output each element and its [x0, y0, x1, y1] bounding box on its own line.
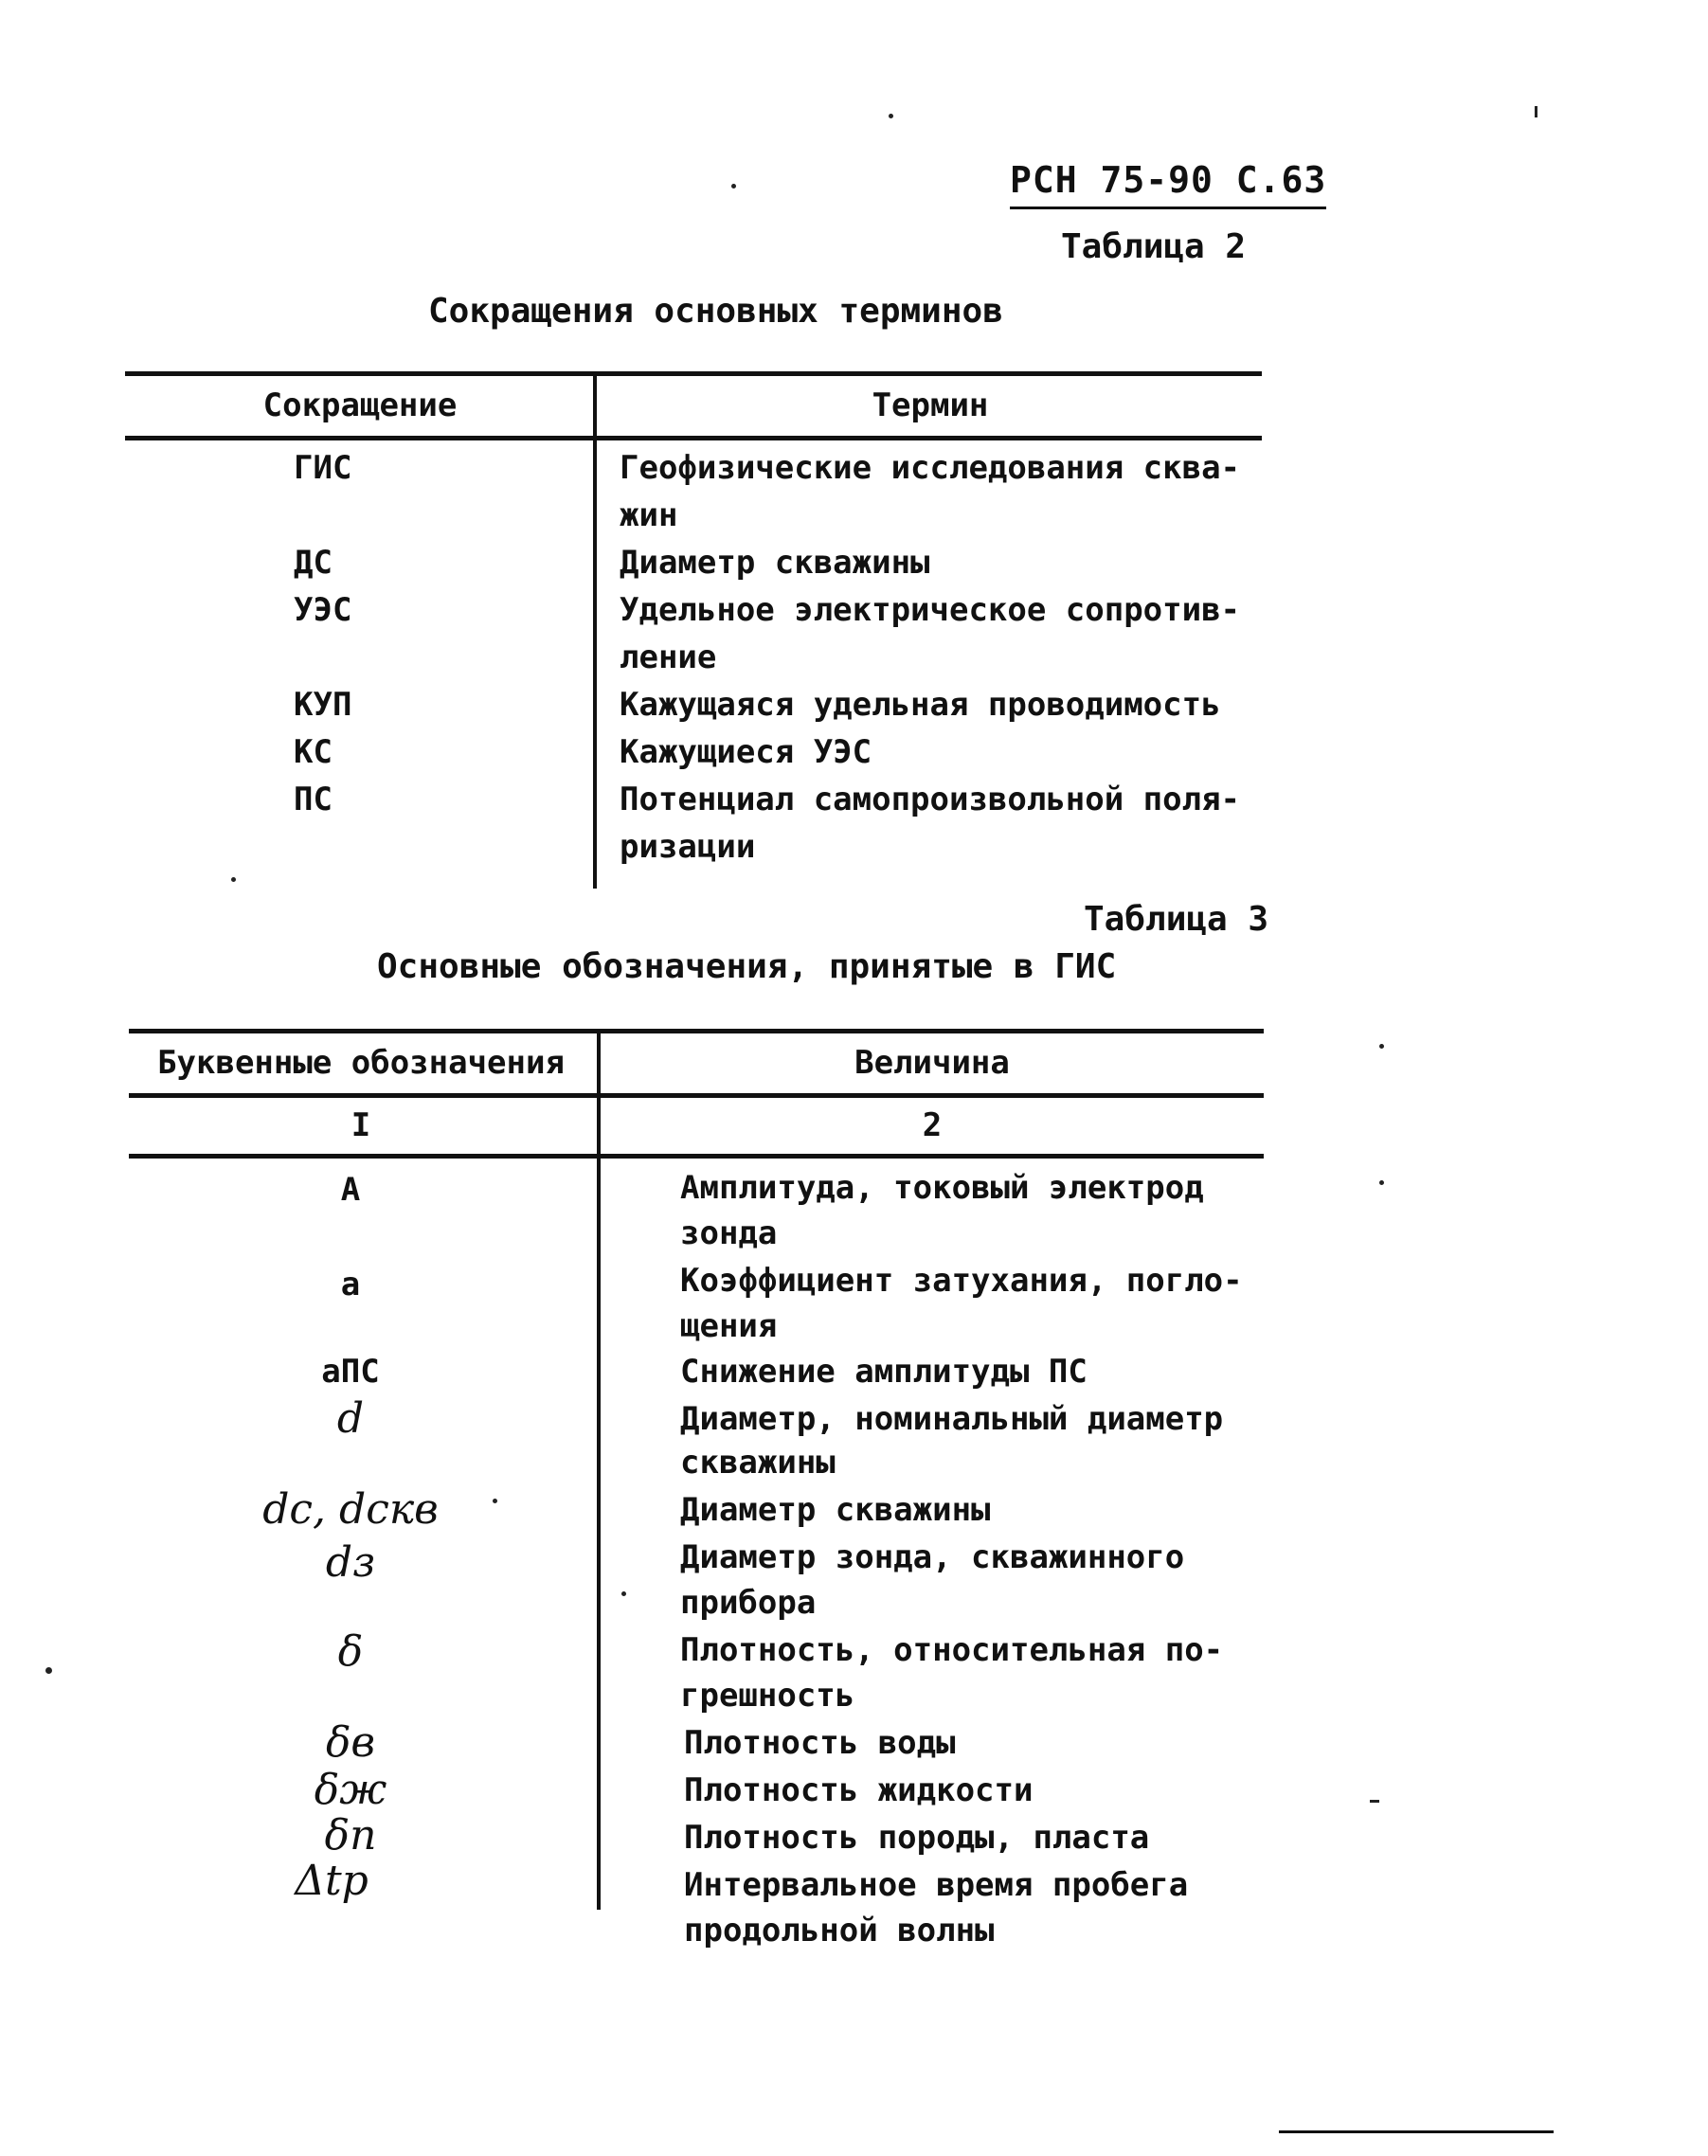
table3-col2-header: Величина — [854, 1044, 1010, 1082]
table3-symbol: aПС — [321, 1353, 380, 1391]
table3-value-line: Интервальное время пробега — [684, 1866, 1189, 1904]
scan-speck — [731, 184, 736, 189]
table2-term-line: ризации — [620, 828, 756, 866]
table2-title: Сокращения основных терминов — [428, 292, 1003, 331]
table2-term-line: жин — [620, 496, 678, 534]
table2-term-line: Удельное электрическое сопротив- — [620, 591, 1241, 629]
table3-value-line: Плотность воды — [684, 1724, 956, 1762]
table3-symbol: δп — [324, 1811, 377, 1860]
table2-term-line: Кажущаяся удельная проводимость — [620, 686, 1221, 724]
table3-symbol: δ — [337, 1627, 364, 1676]
table3-column-divider — [597, 1029, 601, 1910]
scan-speck — [45, 1667, 52, 1674]
table2-number: Таблица 2 — [1061, 227, 1247, 266]
table3-col1-number: I — [351, 1106, 371, 1144]
table3-value-line: скважины — [680, 1444, 836, 1482]
table2-term-line: ление — [620, 638, 717, 676]
table3-title: Основные обозначения, принятые в ГИС — [377, 947, 1117, 986]
table3-numbers-rule — [129, 1154, 1264, 1159]
table2-term-line: Кажущиеся УЭС — [620, 733, 872, 771]
table2-term-line: Потенциал самопроизвольной поля- — [620, 781, 1241, 818]
table3-value-line: Плотность, относительная по- — [680, 1631, 1224, 1669]
scan-speck — [889, 114, 893, 118]
scan-speck — [1535, 106, 1537, 117]
table3-value-line: зонда — [680, 1214, 778, 1252]
table3-col2-number: 2 — [922, 1106, 943, 1144]
table2-top-rule — [125, 371, 1262, 376]
scan-speck — [1379, 1180, 1384, 1185]
table2-header-rule — [125, 436, 1262, 440]
table2-abbr: КУП — [294, 686, 352, 724]
table3-symbol: δв — [325, 1718, 376, 1767]
table3-value-line: прибора — [680, 1584, 817, 1622]
table3-symbol: a — [340, 1266, 361, 1303]
table3-number: Таблица 3 — [1084, 900, 1269, 939]
scan-speck — [231, 877, 236, 882]
table3-symbol: Δtр — [295, 1857, 369, 1905]
scan-speck — [493, 1499, 497, 1503]
table3-value-line: Амплитуда, токовый электрод — [680, 1169, 1204, 1207]
table3-value-line: Плотность жидкости — [684, 1771, 1034, 1809]
table2-column-divider — [593, 371, 597, 889]
bottom-rule — [1279, 2130, 1554, 2133]
table2-term-line: Геофизические исследования сква- — [620, 449, 1241, 487]
scan-speck — [1379, 1044, 1384, 1049]
table3-top-rule — [129, 1029, 1264, 1033]
table3-value-line: Снижение амплитуды ПС — [680, 1353, 1088, 1391]
table2-col1-header: Сокращение — [262, 386, 458, 424]
table3-value-line: щения — [680, 1307, 778, 1345]
table3-symbol: d — [336, 1394, 365, 1443]
table3-value-line: продольной волны — [684, 1912, 995, 1949]
table3-symbol: dз — [325, 1538, 376, 1587]
table3-value-line: Коэффициент затухания, погло- — [680, 1262, 1243, 1300]
table3-value-line: Плотность породы, пласта — [684, 1819, 1150, 1857]
scan-speck — [1370, 1800, 1379, 1803]
table3-symbol: δж — [314, 1766, 387, 1814]
table3-value-line: Диаметр зонда, скважинного — [680, 1538, 1185, 1576]
table3-symbol: dс, dскв — [262, 1485, 439, 1534]
table2-abbr: ГИС — [294, 449, 352, 487]
table3-symbol: A — [340, 1171, 361, 1209]
table3-value-line: Диаметр, номинальный диаметр — [680, 1400, 1224, 1438]
table3-value-line: грешность — [680, 1677, 855, 1715]
table2-term-line: Диаметр скважины — [620, 544, 930, 582]
table2-abbr: ДС — [294, 544, 333, 582]
document-code: РСН 75-90 С.63 — [1010, 159, 1326, 209]
scan-speck — [621, 1591, 626, 1596]
table2-abbr: УЭС — [294, 591, 352, 629]
table2-abbr: ПС — [294, 781, 333, 818]
table3-value-line: Диаметр скважины — [680, 1491, 991, 1529]
table2-abbr: КС — [294, 733, 333, 771]
table3-col1-header: Буквенные обозначения — [157, 1044, 565, 1082]
table2-col2-header: Термин — [872, 386, 989, 424]
table3-header-rule — [129, 1093, 1264, 1098]
